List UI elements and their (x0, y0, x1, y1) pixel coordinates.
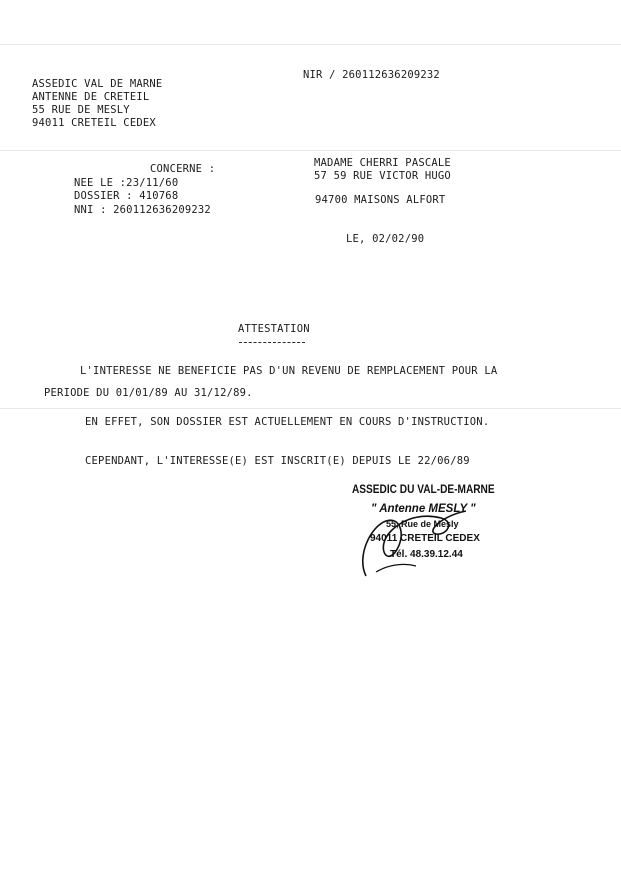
sender-line: ASSEDIC VAL DE MARNE (32, 78, 163, 90)
recipient-city: 94700 MAISONS ALFORT (315, 194, 446, 206)
sender-line: 55 RUE DE MESLY (32, 104, 130, 116)
concerne-title: CONCERNE : (150, 163, 216, 175)
recipient-name: MADAME CHERRI PASCALE (314, 157, 451, 169)
attestation-paragraph-3: CEPENDANT, L'INTERESSE(E) EST INSCRIT(E) DEPUIS LE 22/06/89 (85, 455, 470, 467)
stamp-city: 94011 CRETEIL CEDEX (370, 533, 480, 544)
birth-date: NEE LE :23/11/60 (74, 176, 179, 189)
attestation-paragraph-1-cont: PERIODE DU 01/01/89 AU 31/12/89. (44, 387, 253, 399)
attestation-paragraph-2: EN EFFET, SON DOSSIER EST ACTUELLEMENT EN COURS D'INSTRUCTION. (85, 416, 490, 428)
attestation-paragraph-1: L'INTERESSE NE BENEFICIE PAS D'UN REVENU DE REMPLACEMENT POUR LA (80, 365, 498, 377)
stamp-phone: Tél. 48.39.12.44 (390, 549, 463, 560)
concerne-block (74, 163, 215, 217)
stamp-organization: ASSEDIC DU VAL-DE-MARNE (352, 484, 495, 496)
official-stamp (346, 476, 516, 586)
sender-line: ANTENNE DE CRETEIL (32, 91, 150, 103)
sender-address (32, 78, 162, 130)
letter-date: LE, 02/02/90 (346, 233, 425, 245)
nni-number: NNI : 260112636209232 (74, 203, 211, 216)
sender-line: 94011 CRETEIL CEDEX (32, 117, 156, 129)
title-underline (239, 342, 305, 343)
recipient-address (314, 157, 451, 183)
nir-number: NIR / 260112636209232 (303, 69, 440, 81)
stamp-address: 55, Rue de Mesly (386, 519, 459, 529)
stamp-antenne: " Antenne MESLY " (371, 503, 476, 515)
scan-artifact-line (0, 44, 621, 45)
attestation-title: ATTESTATION (238, 323, 310, 335)
scan-artifact-line (0, 150, 621, 151)
recipient-street: 57 59 RUE VICTOR HUGO (314, 170, 451, 182)
dossier-number: DOSSIER : 410768 (74, 190, 179, 202)
scan-artifact-line (0, 408, 621, 409)
